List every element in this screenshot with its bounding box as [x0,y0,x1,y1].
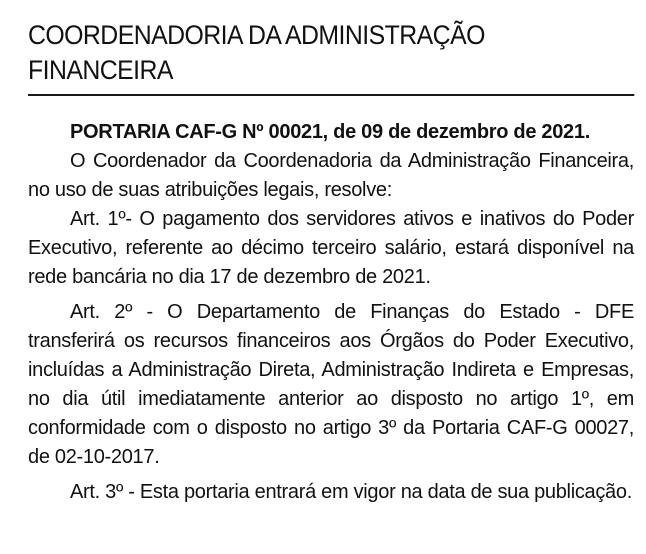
portaria-heading: PORTARIA CAF-G Nº 00021, de 09 de dezembro de 2021. [70,121,590,143]
section-title-line-2: FINANCEIRA [28,55,173,85]
article-1: Art. 1º- O pagamento dos servidores ativos e inativos do Poder Executivo, referente ao décimo terceiro salário, estará disponível na rede bancária no dia 17 de dezembro de 2021. [28,208,634,288]
section-title [28,18,634,96]
portaria-preamble: O Coordenador da Coordenadoria da Administração Financeira, no uso de suas atribuições legais, resolve: [28,150,634,201]
document-page [28,18,634,507]
portaria-body [28,118,634,507]
article-2: Art. 2º - O Departamento de Finanças do Estado - DFE transferirá os recursos financeiros aos Órgãos do Poder Executivo, incluídas a Administração Direta, Administração Indireta e Empresas, no dia útil imediatamente anterior ao disposto no artigo 1º, em conformidade com o disposto no artigo 3º da Portaria CAF-G 00027, de 02-10-2017. [28,301,634,468]
article-3: Art. 3º - Esta portaria entrará em vigor na data de sua publicação. [70,481,632,503]
section-title-line-1: COORDENADORIA DA ADMINISTRAÇÃO [28,20,485,50]
